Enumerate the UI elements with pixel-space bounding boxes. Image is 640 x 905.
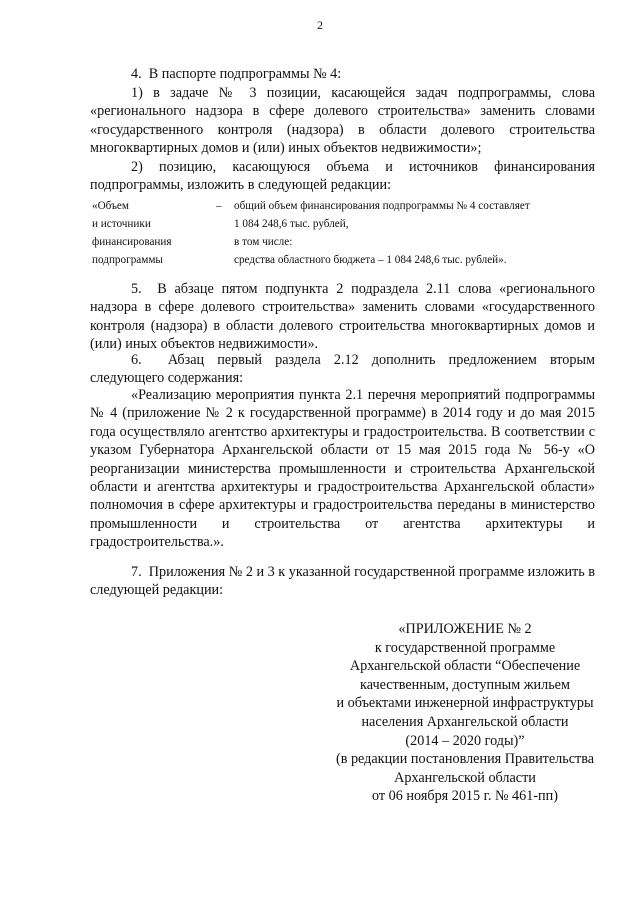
appendix-line: Архангельской области bbox=[394, 769, 536, 786]
table-left-cell: и источники bbox=[92, 218, 151, 230]
paragraph-item-5: 5. В абзаце пятом подпункта 2 подраздела 2.11 слова «регионального надзора в сфере долевого строительства» заменить словами «государственного контроля (надзора) в области долевого строительства многоквартирных домов и (или) иных объектов недвижимости». bbox=[90, 281, 595, 353]
appendix-line: к государственной программе bbox=[374, 639, 556, 656]
appendix-line: качественным, доступным жильем bbox=[360, 676, 570, 693]
table-right-cell: средства областного бюджета – 1 084 248,6 тыс. рублей». bbox=[234, 254, 507, 266]
appendix-line: населения Архангельской области bbox=[361, 713, 569, 730]
table-left-cell: «Объем bbox=[92, 200, 129, 212]
appendix-line: Архангельской области “Обеспечение bbox=[349, 658, 581, 675]
appendix-header bbox=[300, 620, 630, 806]
paragraph-item-4-2: 2) позицию, касающуюся объема и источников финансирования подпрограммы, изложить в следующей редакции: bbox=[90, 159, 595, 194]
appendix-line: от 06 ноября 2015 г. № 461-пп) bbox=[372, 788, 558, 805]
appendix-line: (2014 – 2020 годы)” bbox=[405, 732, 525, 749]
table-left-cell: подпрограммы bbox=[92, 254, 163, 266]
page-number: 2 bbox=[317, 18, 323, 32]
paragraph-item-4-1: 1) в задаче № 3 позиции, касающейся задач подпрограммы, слова «регионального надзора в сфере долевого строительства» заменить словами «государственного контроля (надзора) в области долевого строительства многоквартирных домов и (или) иных объектов недвижимости»; bbox=[90, 85, 595, 157]
paragraph-item-7: 7. Приложения № 2 и 3 к указанной государственной программе изложить в следующей редакции: bbox=[90, 564, 595, 599]
appendix-line: и объектами инженерной инфраструктуры bbox=[336, 695, 594, 712]
table-left-cell: финансирования bbox=[92, 236, 172, 248]
table-right-cell: общий объем финансирования подпрограммы № 4 составляет bbox=[234, 200, 530, 212]
paragraph-item-4: 4. В паспорте подпрограммы № 4: bbox=[131, 66, 342, 82]
table-right-cell: в том числе: bbox=[234, 236, 293, 248]
table-right-cell: 1 084 248,6 тыс. рублей, bbox=[234, 218, 349, 230]
appendix-line: (в редакции постановления Правительства bbox=[335, 751, 595, 768]
paragraph-quote: «Реализацию мероприятия пункта 2.1 перечня мероприятий подпрограммы № 4 (приложение № 2 к государственной программе) в 2014 году и до мая 2015 года осуществляло агентство архитектуры и градостроительства. В соответствии с указом Губернатора Архангельской области от 15 мая 2015 года № 56-у «О реорганизации министерства промышленности и строительства Архангельской области и агентства архитектуры и градостроительства Архангельской области» полномочия в сфере архитектуры и градостроительства переданы в министерство промышленности и строительства от агентства архитектуры и градостроительства.». bbox=[90, 387, 595, 551]
paragraph-item-6: 6. Абзац первый раздела 2.12 дополнить предложением вторым следующего содержания: bbox=[90, 352, 595, 387]
appendix-line: «ПРИЛОЖЕНИЕ № 2 bbox=[398, 621, 532, 637]
table-dash: – bbox=[216, 200, 222, 212]
